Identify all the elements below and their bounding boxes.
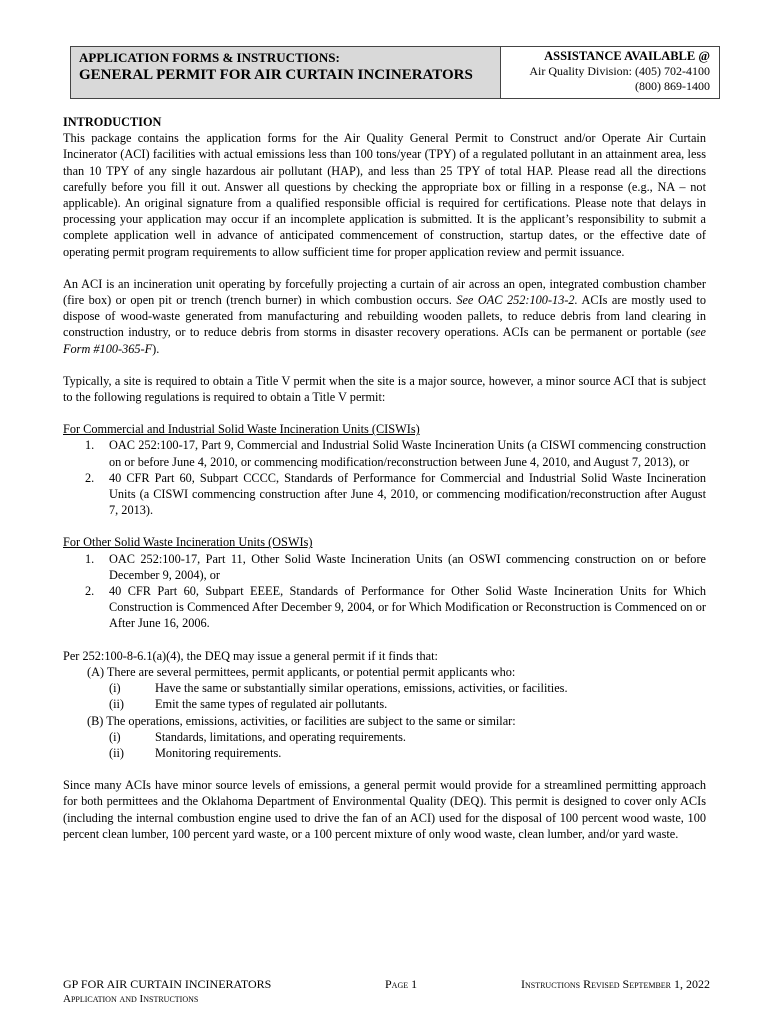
intro-paragraph-3: Typically, a site is required to obtain a Title V permit when the site is a major source, however, a minor source ACI that is subject to the following regulations is required to obtain a Title V permit: [63, 373, 706, 405]
intro-paragraph-2 [63, 276, 706, 357]
header-title-line2: GENERAL PERMIT FOR AIR CURTAIN INCINERATORS [79, 67, 473, 83]
oswi-list [63, 551, 706, 632]
introduction-heading: INTRODUCTION [63, 115, 162, 129]
assistance-phone-1: Air Quality Division: (405) 702-4100 [529, 64, 710, 78]
assistance-block [501, 47, 719, 98]
oswi-heading: For Other Solid Waste Incineration Units (OSWIs) [63, 535, 313, 550]
footer-doc-title: GP FOR AIR CURTAIN INCINERATORS [63, 977, 272, 991]
deq-b-item: (i) Standards, limitations, and operating requirements. [109, 729, 407, 744]
header-box [70, 46, 720, 99]
header-title-line1: APPLICATION FORMS & INSTRUCTIONS: [79, 50, 340, 65]
list-item: 2. 40 CFR Part 60, Subpart EEEE, Standards of Performance for Other Solid Waste Incineration Units for Which Construction is Commenced After December 9, 2004, or for Which Modification or Reconstruction is Commenced on or After June 16, 2006. [85, 584, 706, 631]
deq-condition-b: (B) The operations, emissions, activities, or facilities are subject to the same or similar: [87, 713, 516, 728]
assistance-phone-2: (800) 869-1400 [635, 79, 710, 93]
p2-reference-form: see Form #100-365-F [63, 325, 706, 356]
deq-lead: Per 252:100-8-6.1(a)(4), the DEQ may issue a general permit if it finds that: [63, 648, 438, 663]
list-item: 1. OAC 252:100-17, Part 9, Commercial and Industrial Solid Waste Incineration Units (a CISWI commencing construction on or before June 4, 2010, or commencing modification/reconstruction between June 4, 2010, and August 7, 2013), or [85, 438, 706, 469]
list-item: 2. 40 CFR Part 60, Subpart CCCC, Standards of Performance for Commercial and Industrial Solid Waste Incineration Units (a CISWI commencing construction after June 4, 2010, or commencing modification/reconstruction after August 7, 2013). [85, 470, 706, 518]
deq-a-item: (i) Have the same or substantially similar operations, emissions, activities, or facilities. [109, 681, 568, 696]
list-item: 1. OAC 252:100-17, Part 11, Other Solid Waste Incineration Units (an OSWI commencing construction on or before December 9, 2004), or [85, 551, 706, 582]
deq-a-item: (ii) Emit the same types of regulated air pollutants. [109, 697, 388, 712]
footer-revision-date: Instructions Revised September 1, 2022 [520, 977, 710, 991]
footer-page-number: Page 1 [385, 977, 418, 991]
assistance-title: ASSISTANCE AVAILABLE @ [544, 49, 710, 63]
footer-doc-subtitle: Application and Instructions [63, 993, 199, 1005]
ciswi-list [63, 437, 706, 518]
deq-condition-a: (A) There are several permittees, permit applicants, or potential permit applicants who: [87, 664, 516, 679]
p2-text-a: An ACI is an incineration unit operating by forcefully projecting a curtain of air across an open, integrated combustion chamber (fire box) or open pit or trench (trench burner) in which combustion occurs. [63, 276, 706, 308]
ciswi-heading: For Commercial and Industrial Solid Waste Incineration Units (CISWIs) [63, 422, 420, 437]
p2-text-b: ACIs are mostly used to dispose of wood-waste generated from manufacturing and rebuilding wooden pallets, to reduce debris from land clearing in construction industry, or to reduce debris from storms in disaster recovery operations. ACIs can be permanent or portable ( [63, 293, 706, 340]
p2-reference-oac: See OAC 252:100-13-2. [456, 293, 578, 308]
p2-text-c: ). [152, 341, 160, 356]
header-title-block [71, 47, 501, 98]
intro-paragraph-1: This package contains the application forms for the Air Quality General Permit to Construct and/or Operate Air Curtain Incinerator (ACI) facilities with actual emissions less than 100 tons/year (TPY) of a regulated pollutant in an attainment area, less than 10 TPY of any single hazardous air pollutant (HAP), and less than 25 TPY of total HAP. Please read all the directions carefully before you fill it out. Answer all questions by checking the appropriate box or filling in a response (e.g., NA – not applicable). An original signature from a qualified responsible official is required for certifications. Please note that delays in processing your application may occur if an incomplete application is submitted. It is the applicant’s responsibility to submit a complete application well in advance of anticipated commencement of construction, startup dates, or the effective date of operating permit program requirements to allow sufficient time for proper application review and permit issuance. [63, 131, 706, 259]
footer-left [63, 977, 271, 1007]
deq-b-item: (ii) Monitoring requirements. [109, 745, 282, 760]
document-body [63, 114, 706, 842]
closing-paragraph: Since many ACIs have minor source levels of emissions, a general permit would provide for a streamlined permitting approach for both permittees and the Oklahoma Department of Environmental Quality (DEQ). This permit is designed to cover only ACIs (including the internal combustion engine used to drive the fan of an ACI) used for the disposal of 100 percent wood waste, 100 percent clean lumber, 100 percent yard waste, or a 100 percent mixture of only wood waste, clean lumber, and/or yard waste. [63, 778, 706, 841]
